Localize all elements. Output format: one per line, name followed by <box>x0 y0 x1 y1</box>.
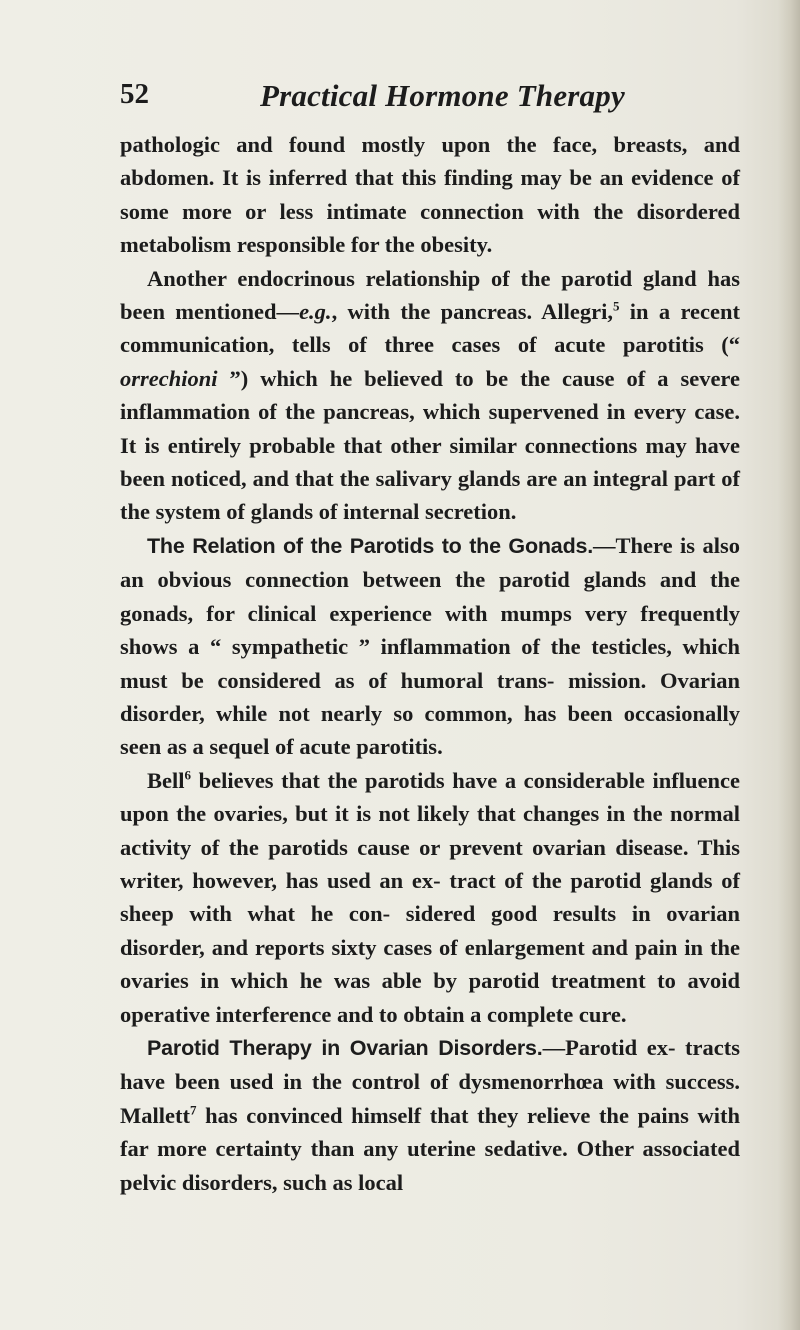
text-segment: Another endocrinous relationship of the parotid gland has been mentioned— <box>120 265 740 325</box>
italic-segment: e.g. <box>299 299 332 325</box>
text-segment: , with the pancreas. Allegri, <box>331 299 613 325</box>
italic-segment: orrechioni <box>120 365 218 391</box>
paragraph-1 <box>120 128 740 262</box>
running-title: Practical Hormone Therapy <box>260 78 625 113</box>
text-segment: —Parotid ex- tracts have been used in the control of dysmenorrhœa with success. Mallett <box>120 1034 741 1128</box>
page-header <box>120 78 740 118</box>
section-run-in-heading: Parotid Therapy in Ovarian Disorders. <box>147 1035 543 1060</box>
page-number: 52 <box>120 78 149 110</box>
paragraph-5 <box>120 1031 740 1199</box>
paragraph-4 <box>120 764 740 1031</box>
text-segment: believes that the parotids have a considerable influence upon the ovaries, but it is not likely that changes in the normal activity of the parotids cause or prevent ovarian disease. This writer, however, has used an ex- tract of the parotid glands of sheep with what he con- sidered good results in ovarian disorder, and reports sixty cases of enlargement and pain in the ovaries in which he was able by parotid treatment to avoid operative interference and to obtain a complete cure. <box>120 767 740 1027</box>
page-edge-shadow <box>778 0 800 1330</box>
text-segment: pathologic and found mostly upon the face, breasts, and abdomen. It is inferred that this finding may be an evidence of some more or less intimate connection with the disordered metabolism responsible for the obesity. <box>120 132 740 258</box>
text-segment: in a recent communication, tells of three cases of acute parotitis (“ <box>120 299 740 358</box>
paragraph-2 <box>120 262 740 529</box>
footnote-ref: 7 <box>189 1102 197 1118</box>
body-text <box>120 128 740 1199</box>
footnote-ref: 6 <box>184 767 191 783</box>
text-segment: —There is also an obvious connection between the parotid glands and the gonads, for clinical experience with mumps very frequently shows a “ sympathetic ” inflammation of the testicles, which must be considered as of humoral trans- mission. Ovarian disorder, while not nearly so common, has been occasionally seen as a sequel of acute parotitis. <box>120 532 740 760</box>
text-segment: Bell <box>147 767 185 793</box>
section-run-in-heading: The Relation of the Parotids to the Gonads. <box>147 533 594 558</box>
text-segment: has convinced himself that they relieve the pains with far more certainty than any uterine sedative. Other associated pelvic disorders, such as local <box>120 1102 740 1195</box>
footnote-ref: 5 <box>613 298 620 314</box>
paragraph-3 <box>120 529 740 764</box>
text-segment: ”) which he believed to be the cause of a severe inflammation of the pancreas, which supervened in every case. It is entirely probable that other similar connections may have been noticed, and that the salivary glands are an integral part of the system of glands of internal secretion. <box>120 365 740 525</box>
